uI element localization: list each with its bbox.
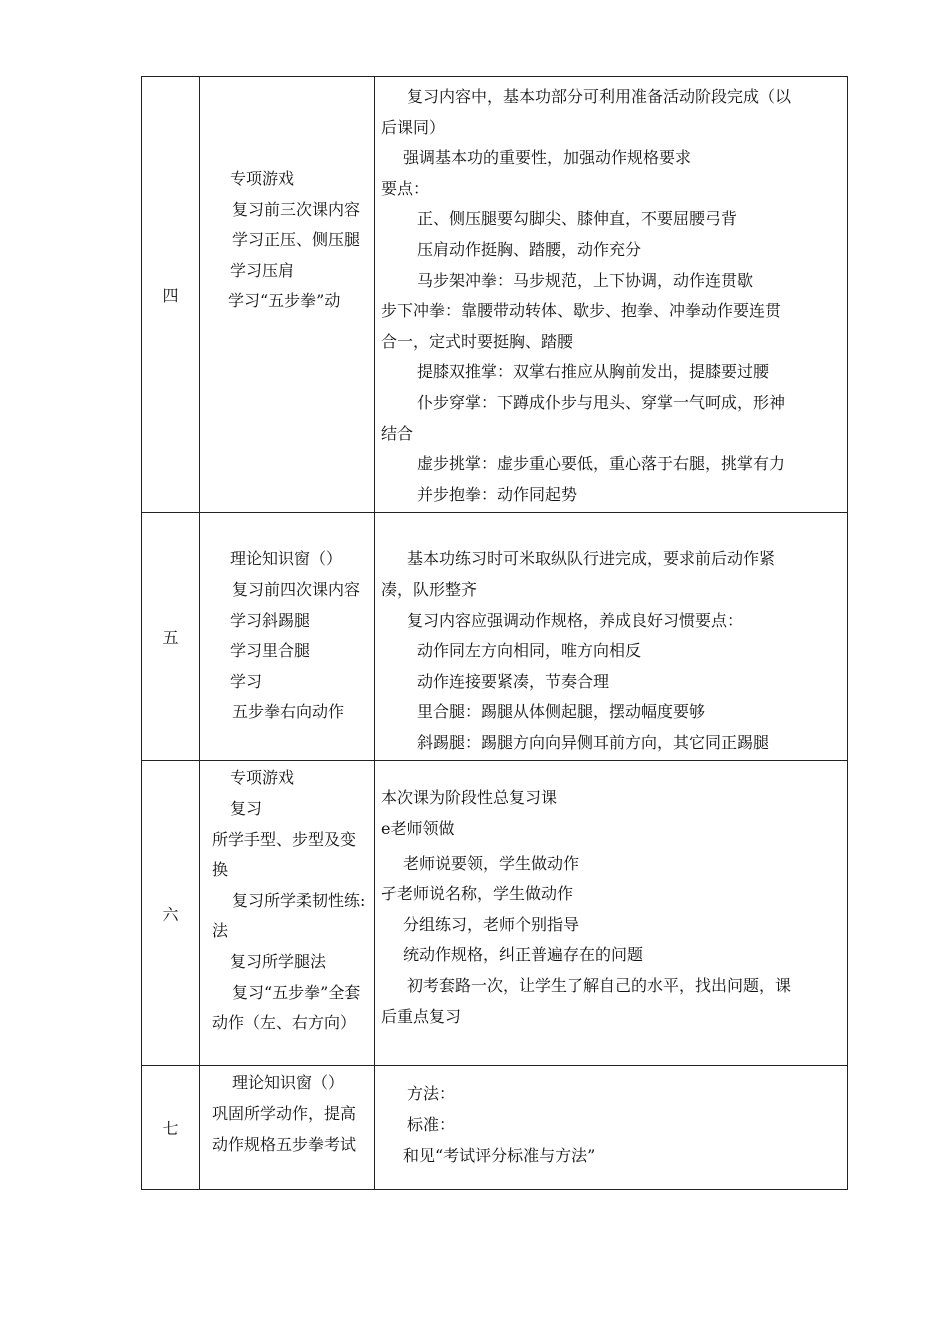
table-row xyxy=(142,513,848,761)
notes-cell xyxy=(375,761,848,1066)
note-line: 统动作规格，纠正普遍存在的问题 xyxy=(403,945,644,965)
content-line: 学习里合腿 xyxy=(230,641,311,661)
lesson-number: 七 xyxy=(142,1066,200,1190)
note-line: 复习内容中，基本功部分可利用准备活动阶段完成（以 xyxy=(407,87,792,106)
note-line: 强调基本功的重要性，加强动作规格要求 xyxy=(403,148,692,168)
note-line: 里合腿：踢腿从体侧起腿，摆动幅度要够 xyxy=(417,702,706,722)
content-line: 巩固所学动作，提高动作规格五步拳考试 xyxy=(212,1104,357,1154)
note-line: 正、侧压腿要勾脚尖、膝伸直，不要屈腰弓背 xyxy=(417,209,738,229)
note-line: 压肩动作挺胸、踏腰，动作充分 xyxy=(417,239,642,259)
note-line: 孑老师说名称，学生做动作 xyxy=(381,884,574,904)
content-line: 复习前三次课内容 xyxy=(232,199,361,219)
content-line: 理论知识窗（） xyxy=(232,1073,345,1093)
note-line: 提膝双推掌：双掌右推应从胸前发出，提膝要过腰 xyxy=(417,362,770,382)
lesson-number: 六 xyxy=(142,761,200,1066)
note-line: 分组练习，老师个别指导 xyxy=(403,914,580,934)
content-line: 学习 xyxy=(230,671,263,691)
note-line: 虚步挑掌：虚步重心要低，重心落于右腿，挑掌有力 xyxy=(417,454,786,474)
note-line: 和见“考试评分标准与方法” xyxy=(403,1145,596,1165)
note-line: 斜踢腿：踢腿方向向异侧耳前方向，其它同正踢腿 xyxy=(417,732,770,752)
content-line: 学习“五步拳”动 xyxy=(228,291,341,311)
table-row xyxy=(142,761,848,1066)
content-line: 复习 xyxy=(230,799,263,819)
note-line: 合一，定式时要挺胸、踏腰 xyxy=(381,331,574,351)
table-row xyxy=(142,1066,848,1190)
note-line: 老师说要领，学生做动作 xyxy=(403,853,580,873)
lesson-number: 五 xyxy=(142,513,200,761)
note-line: 要点： xyxy=(381,178,430,198)
content-cell xyxy=(200,77,375,513)
note-line: 动作同左方向相同，唯方向相反 xyxy=(417,641,642,661)
note-line: e老师领做 xyxy=(381,819,455,839)
note-line: 后重点复习 xyxy=(381,1006,462,1026)
note-line: 标准： xyxy=(407,1115,456,1135)
content-line: 复习“五步拳”全套动作（左、右方向） xyxy=(212,982,361,1033)
content-line: 学习斜踢腿 xyxy=(230,610,311,630)
content-line: 学习压肩 xyxy=(230,260,295,280)
content-line: 理论知识窗（） xyxy=(230,549,343,569)
note-line: 结合 xyxy=(381,423,414,443)
content-line: 专项游戏 xyxy=(230,169,295,188)
notes-cell xyxy=(375,77,848,513)
note-line: 方法： xyxy=(407,1084,456,1104)
note-line: 本次课为阶段性总复习课 xyxy=(381,788,558,808)
note-line: 动作连接要紧凑，节奏合理 xyxy=(417,671,610,691)
content-line: 专项游戏 xyxy=(230,768,295,788)
note-line: 基本功练习时可米取纵队行进完成，要求前后动作紧 xyxy=(407,549,776,569)
notes-cell xyxy=(375,513,848,761)
content-cell xyxy=(200,513,375,761)
table-row xyxy=(142,77,848,513)
content-cell xyxy=(200,1066,375,1190)
note-line: 凑，队形整齐 xyxy=(381,579,478,599)
lesson-plan-table xyxy=(141,76,848,1190)
content-line: 学习正压、侧压腿 xyxy=(232,230,361,250)
note-line: 初考套路一次，让学生了解自己的水平，找出问题，课 xyxy=(407,976,792,996)
note-line: 马步架冲拳：马步规范，上下协调，动作连贯歇 xyxy=(417,270,754,290)
note-line: 后课同） xyxy=(381,117,446,137)
note-line: 复习内容应强调动作规格，养成良好习惯要点： xyxy=(407,610,744,630)
content-line: 复习所学腿法 xyxy=(230,952,327,972)
content-line: 复习所学柔韧性练:法 xyxy=(212,890,366,941)
content-line: 所学手型、步型及变换 xyxy=(212,829,357,880)
note-line: 并步抱拳：动作同起势 xyxy=(417,484,578,504)
content-line: 复习前四次课内容 xyxy=(232,579,361,599)
note-line: 仆步穿掌：下蹲成仆步与甩头、穿掌一气呵成，形神 xyxy=(417,392,786,412)
notes-cell xyxy=(375,1066,848,1190)
content-line: 五步拳右向动作 xyxy=(232,702,345,722)
note-line: 步下冲拳：靠腰带动转体、歇步、抱拳、冲拳动作要连贯 xyxy=(381,301,782,321)
lesson-number: 四 xyxy=(142,77,200,513)
content-cell xyxy=(200,761,375,1066)
